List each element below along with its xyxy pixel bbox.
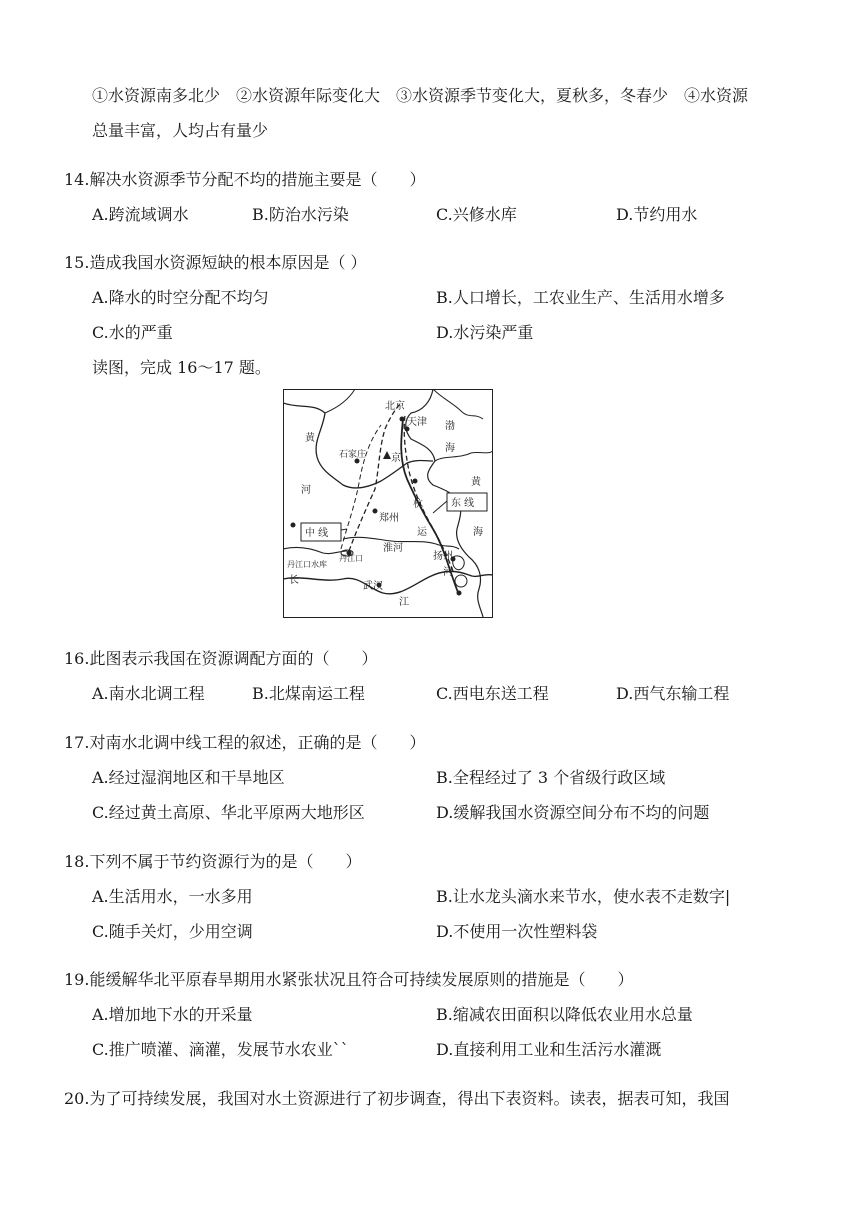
label-he: 河 [443,567,453,578]
label-bo: 渤 [445,421,455,432]
question-19-option-a[interactable]: A.增加地下水的开采量 [92,1005,253,1024]
question-18-stem: 18.下列不属于节约资源行为的是（ ） [64,852,362,871]
question-14-option-b[interactable]: B.防治水污染 [252,205,349,224]
question-16-option-d[interactable]: D.西气东输工程 [616,684,730,703]
label-chang: 长 [289,575,299,586]
question-15-option-a[interactable]: A.降水的时空分配不均匀 [92,288,269,307]
label-zhengzhou: 郑州 [379,513,399,524]
label-jing: 京 [391,453,401,464]
question-15-option-b[interactable]: B.人口增长，工农业生产、生活用水增多 [436,288,725,307]
question-18-option-d[interactable]: D.不使用一次性塑料袋 [436,922,598,941]
question-19-option-d[interactable]: D.直接利用工业和生活污水灌溉 [436,1040,662,1059]
question-19-option-c[interactable]: C.推广喷灌、滴灌，发展节水农业`` [92,1040,349,1059]
question-19-stem: 19.能缓解华北平原春旱期用水紧张状况且符合可持续发展原则的措施是（ ） [64,970,634,989]
label-tianjin: 天津 [407,417,427,428]
label-hai-bo: 海 [445,443,455,454]
question-16-option-b[interactable]: B.北煤南运工程 [252,684,365,703]
label-beijing: 北京 [385,401,405,412]
label-wuhan: 武汉 [363,581,383,592]
question-15-option-c[interactable]: C.水的严重 [92,323,173,342]
question-17-stem: 17.对南水北调中线工程的叙述，正确的是（ ） [64,733,426,752]
label-yangzhou: 扬州 [433,551,453,562]
south-north-water-diversion-map [283,389,493,618]
label-huang-river-2: 河 [301,485,311,496]
question-20-stem: 20.为了可持续发展，我国对水土资源进行了初步调查，得出下表资料。读表，据表可知，我国 [64,1089,730,1108]
question-14-stem: 14.解决水资源季节分配不均的措施主要是（ ） [64,170,426,189]
label-jiang: 江 [399,597,409,608]
question-16-stem: 16.此图表示我国在资源调配方面的（ ） [64,649,378,668]
question-19-option-b[interactable]: B.缩减农田面积以降低农业用水总量 [436,1005,693,1024]
label-danjiangkou: 丹江口 [339,554,363,563]
label-huang-river-1: 黄 [305,433,315,444]
question-18-option-b[interactable]: B.让水龙头滴水来节水，使水表不走数字| [436,887,731,906]
read-map-instruction: 读图，完成 16～17 题。 [92,358,271,377]
question-18-option-c[interactable]: C.随手关灯，少用空调 [92,922,253,941]
label-east-route: 东 线 [451,498,475,509]
question-15-stem: 15.造成我国水资源短缺的根本原因是（ ） [64,253,367,272]
statements-line-2: 总量丰富，人均占有量少 [92,121,269,140]
question-16-option-c[interactable]: C.西电东送工程 [436,684,549,703]
label-huaihe: 淮河 [383,543,403,554]
question-15-option-d[interactable]: D.水污染严重 [436,323,534,342]
label-hai-huang: 海 [473,527,483,538]
question-17-option-b[interactable]: B.全程经过了 3 个省级行政区域 [436,768,666,787]
question-17-option-a[interactable]: A.经过湿润地区和干旱地区 [92,768,285,787]
question-17-option-d[interactable]: D.缓解我国水资源空间分布不均的问题 [436,803,710,822]
label-shijiazhuang: 石家庄 [339,450,367,460]
label-danjiangkou-reservoir: 丹江口水库 [287,560,327,569]
question-16-option-a[interactable]: A.南水北调工程 [92,684,205,703]
statements-line-1: ①水资源南多北少 ②水资源年际变化大 ③水资源季节变化大，夏秋多，冬春少 ④水资源 [92,86,749,105]
question-18-option-a[interactable]: A.生活用水，一水多用 [92,887,253,906]
question-14-option-d[interactable]: D.节约用水 [616,205,698,224]
label-middle-route: 中 线 [305,528,329,539]
label-yun: 运 [417,527,427,538]
question-14-option-c[interactable]: C.兴修水库 [436,205,517,224]
label-hang: 杭 [413,499,423,510]
question-14-option-a[interactable]: A.跨流域调水 [92,205,189,224]
label-huang-sea: 黄 [471,477,481,488]
question-17-option-c[interactable]: C.经过黄土高原、华北平原两大地形区 [92,803,365,822]
